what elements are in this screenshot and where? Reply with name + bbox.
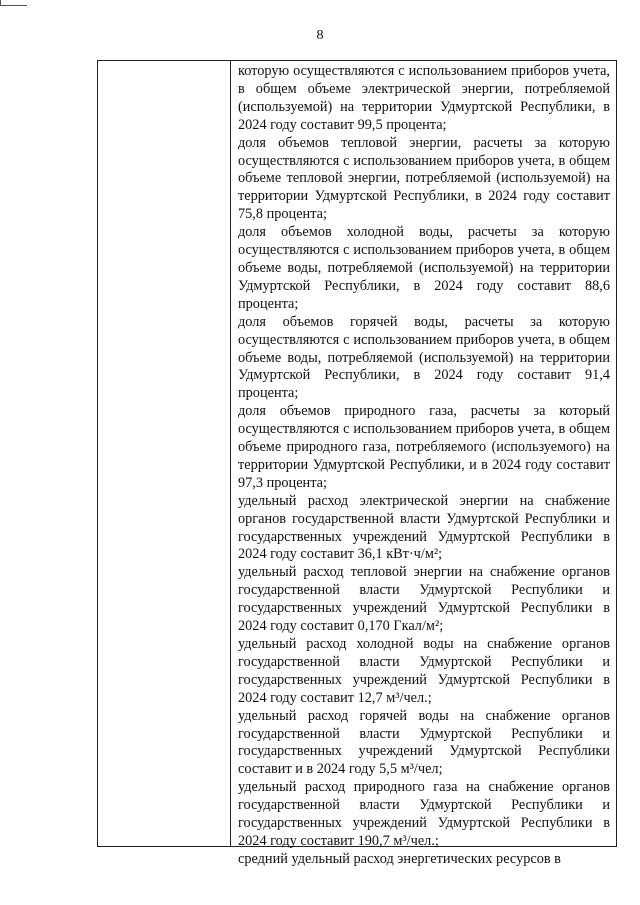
column-divider — [230, 61, 231, 846]
table-text-cell — [238, 63, 610, 867]
paragraph-hot-water-specific: удельный расход горячей воды на снабжение органов государственной власти Удмуртской Республики и государственных учреждений Удмуртской Республики составит и в 2024 году 5,5 м³/чел; — [238, 707, 610, 778]
paragraph-electric-share: которую осуществляются с использованием приборов учета, в общем объеме электрической энергии, потребляемой (используемой) на территории Удмуртской Республики, в 2024 году составит 99,5 процента; — [238, 63, 610, 133]
paragraph-heat-share: доля объемов тепловой энергии, расчеты за которую осуществляются с использованием приборов учета, в общем объеме тепловой энергии, потребляемой (используемой) на территории Удмуртской Республики, в 2024 году составит 75,8 процента; — [238, 134, 610, 223]
paragraph-cold-water-specific: удельный расход холодной воды на снабжение органов государственной власти Удмуртской Республики и государственных учреждений Удмуртской Республики в 2024 году составит 12,7 м³/чел.; — [238, 636, 610, 706]
scan-corner-mark — [0, 0, 27, 6]
paragraph-gas-share: доля объемов природного газа, расчеты за который осуществляются с использованием приборов учета, в общем объеме природного газа, потребляемого (используемого) на территории Удмуртской Республики, и в 2024 году составит 97,3 процента; — [238, 403, 610, 491]
paragraph-average-specific: средний удельный расход энергетических ресурсов в — [238, 850, 561, 867]
paragraph-electric-specific: удельный расход электрической энергии на снабжение органов государственной власти Удмуртской Республики и государственных учреждений Удмуртской Республики в 2024 году составит 36,1 кВт·ч/м²; — [238, 492, 610, 563]
paragraph-cold-water-share: доля объемов холодной воды, расчеты за которую осуществляются с использованием приборов учета, в общем объеме воды, потребляемой (используемой) на территории Удмуртской Республики, в 2024 году составит 88,6 процента; — [238, 224, 610, 312]
document-table — [97, 60, 617, 867]
paragraph-hot-water-share: доля объемов горячей воды, расчеты за которую осуществляются с использованием приборов учета, в общем объеме воды, потребляемой (используемой) на территории Удмуртской Республики, в 2024 году составит 91,4 процента; — [238, 313, 610, 402]
paragraph-gas-specific: удельный расход природного газа на снабжение органов государственной власти Удмуртской Республики и государственных учреждений Удмуртской Республики в 2024 году составит 190,7 м³/чел.; — [238, 779, 610, 849]
page-number: 8 — [316, 28, 324, 43]
paragraph-heat-specific: удельный расход тепловой энергии на снабжение органов государственной власти Удмуртской Республики и государственных учреждений Удмуртской Республики в 2024 году составит 0,170 Гкал/м²; — [238, 564, 610, 635]
